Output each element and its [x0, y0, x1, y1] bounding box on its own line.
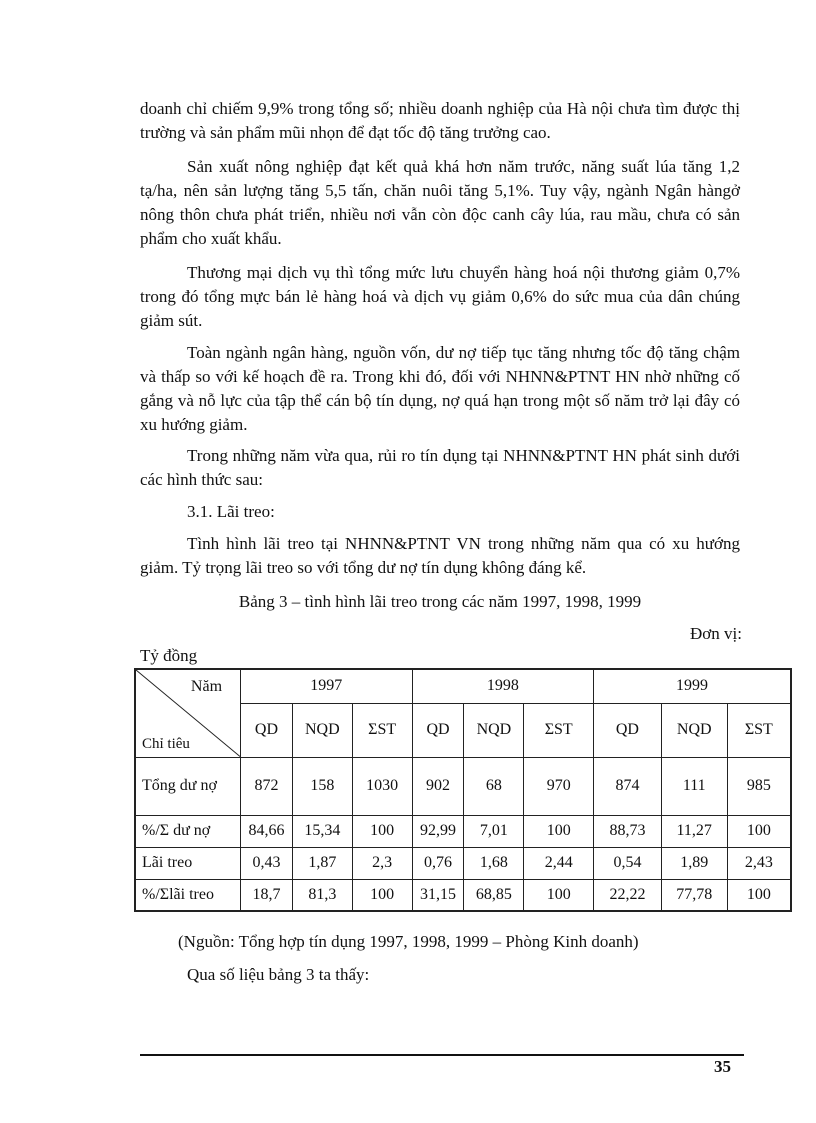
table-corner-cell — [135, 669, 241, 757]
sub-header: ΣST — [524, 703, 594, 757]
paragraph-6: Tình hình lãi treo tại NHNN&PTNT VN trong những năm qua có xu hướng giảm. Tỷ trọng lãi treo so với tổng dư nợ tín dụng không đáng kể. — [140, 534, 740, 577]
table-cell: 100 — [727, 879, 791, 911]
table-cell: 18,7 — [241, 879, 293, 911]
table-cell: 158 — [292, 757, 352, 815]
closing-line: Qua số liệu bảng 3 ta thấy: — [187, 965, 370, 984]
table-cell: 111 — [661, 757, 727, 815]
corner-year-label: Năm — [190, 678, 223, 695]
table-cell: 100 — [524, 815, 594, 847]
table-cell: 2,44 — [524, 847, 594, 879]
unit-label: Đơn vị: — [690, 624, 742, 643]
paragraph-3: Thương mại dịch vụ thì tổng mức lưu chuyển hàng hoá nội thương giảm 0,7% trong đó tổng mực bán lẻ hàng hoá và dịch vụ giảm 0,6% do sức mua của dân chúng giảm sút. — [140, 263, 740, 330]
table-cell: 2,43 — [727, 847, 791, 879]
table-cell: 88,73 — [594, 815, 662, 847]
table-cell: 1,89 — [661, 847, 727, 879]
source-note: (Nguồn: Tổng hợp tín dụng 1997, 1998, 1999 – Phòng Kinh doanh) — [178, 932, 639, 951]
sub-header: ΣST — [727, 703, 791, 757]
sub-header: QD — [241, 703, 293, 757]
table-cell: 81,3 — [292, 879, 352, 911]
row-label: Lãi treo — [135, 847, 241, 879]
table-cell: 68,85 — [464, 879, 524, 911]
table-cell: 1,68 — [464, 847, 524, 879]
table-cell: 970 — [524, 757, 594, 815]
corner-indicator-label: Chỉ tiêu — [142, 735, 190, 752]
row-label: Tổng dư nợ — [135, 757, 241, 815]
table-row — [135, 847, 791, 879]
footer-divider — [140, 1054, 744, 1056]
year-header: 1998 — [412, 669, 593, 703]
sub-header: NQD — [464, 703, 524, 757]
table-cell: 0,76 — [412, 847, 464, 879]
table-cell: 100 — [352, 879, 412, 911]
table-row — [135, 757, 791, 815]
sub-header: NQD — [292, 703, 352, 757]
table-cell: 7,01 — [464, 815, 524, 847]
table-cell: 1030 — [352, 757, 412, 815]
table-row — [135, 815, 791, 847]
table-cell: 872 — [241, 757, 293, 815]
paragraph-4: Toàn ngành ngân hàng, nguồn vốn, dư nợ tiếp tục tăng nhưng tốc độ tăng chậm và thấp so với kế hoạch đề ra. Trong khi đó, đối với NHNN&PTNT HN nhờ những cố gắng và nỗ lực của tập thể cán bộ tín dụng, nợ quá hạn trong một số năm trở lại đây có xu hướng giảm. — [140, 343, 740, 434]
paragraph-2: Sản xuất nông nghiệp đạt kết quả khá hơn năm trước, năng suất lúa tăng 1,2 tạ/ha, nên sản lượng tăng 5,5 tấn, chăn nuôi tăng 5,1%. Tuy vậy, ngành Ngân hàngở nông thôn chưa phát triển, nhiều nơi vẫn còn độc canh cây lúa, rau mầu, chưa có sản phẩm cho xuất khẩu. — [140, 157, 740, 248]
sub-header: QD — [412, 703, 464, 757]
table-cell: 31,15 — [412, 879, 464, 911]
table-cell: 100 — [727, 815, 791, 847]
table-cell: 100 — [352, 815, 412, 847]
table-cell: 77,78 — [661, 879, 727, 911]
table-cell: 68 — [464, 757, 524, 815]
table-cell: 902 — [412, 757, 464, 815]
paragraph-1: doanh chỉ chiếm 9,9% trong tổng số; nhiều doanh nghiệp của Hà nội chưa tìm được thị trường và sản phẩm mũi nhọn để đạt tốc độ tăng trưởng cao. — [140, 99, 740, 142]
table-cell: 874 — [594, 757, 662, 815]
table-cell: 100 — [524, 879, 594, 911]
paragraph-5: Trong những năm vừa qua, rủi ro tín dụng tại NHNN&PTNT HN phát sinh dưới các hình thức sau: — [140, 446, 740, 489]
table-cell: 22,22 — [594, 879, 662, 911]
table-cell: 15,34 — [292, 815, 352, 847]
year-header: 1997 — [241, 669, 413, 703]
table-cell: 985 — [727, 757, 791, 815]
table-cell: 1,87 — [292, 847, 352, 879]
table-cell: 2,3 — [352, 847, 412, 879]
table-cell: 84,66 — [241, 815, 293, 847]
section-heading: 3.1. Lãi treo: — [187, 502, 275, 521]
page-number: 35 — [714, 1057, 731, 1076]
table-cell: 11,27 — [661, 815, 727, 847]
table-cell: 0,43 — [241, 847, 293, 879]
year-header: 1999 — [594, 669, 791, 703]
sub-header: ΣST — [352, 703, 412, 757]
sub-header: NQD — [661, 703, 727, 757]
sub-header: QD — [594, 703, 662, 757]
table-row — [135, 879, 791, 911]
table-cell: 92,99 — [412, 815, 464, 847]
row-label: %/Σ dư nợ — [135, 815, 241, 847]
table-caption: Bảng 3 – tình hình lãi treo trong các năm 1997, 1998, 1999 — [238, 592, 642, 611]
unit-label-value: Tỷ đồng — [140, 646, 198, 665]
row-label: %/Σlãi treo — [135, 879, 241, 911]
interest-table — [134, 668, 792, 912]
table-cell: 0,54 — [594, 847, 662, 879]
